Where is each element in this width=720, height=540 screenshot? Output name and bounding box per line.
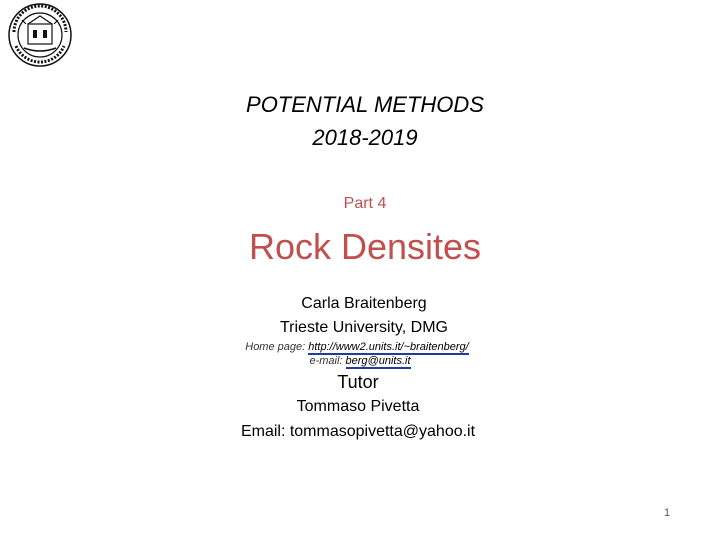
homepage-label: Home page: [245,341,309,353]
author-block [4,292,720,340]
email-label: e-mail: [309,355,346,367]
title-line-2: 2018-2019 [312,125,418,150]
email-line [0,354,720,368]
homepage-link[interactable]: http://www2.units.it/~braitenberg/ [308,341,469,353]
tutor-label: Tutor [337,372,379,392]
tutor-name: Tommaso Pivetta [296,398,420,415]
author-affiliation: Trieste University, DMG [279,319,448,336]
title-line-1: POTENTIAL METHODS [246,92,484,117]
university-seal-icon [6,2,74,68]
homepage-line [0,340,717,354]
email-link[interactable]: berg@units.it [345,355,411,367]
presentation-title [5,88,720,154]
author-name: Carla Braitenberg [301,295,427,312]
part-label: Part 4 [343,195,387,212]
slide-heading: Rock Densites [248,226,482,267]
tutor-email: Email: tommasopivetta@yahoo.it [240,423,476,440]
page-number: 1 [664,507,671,519]
